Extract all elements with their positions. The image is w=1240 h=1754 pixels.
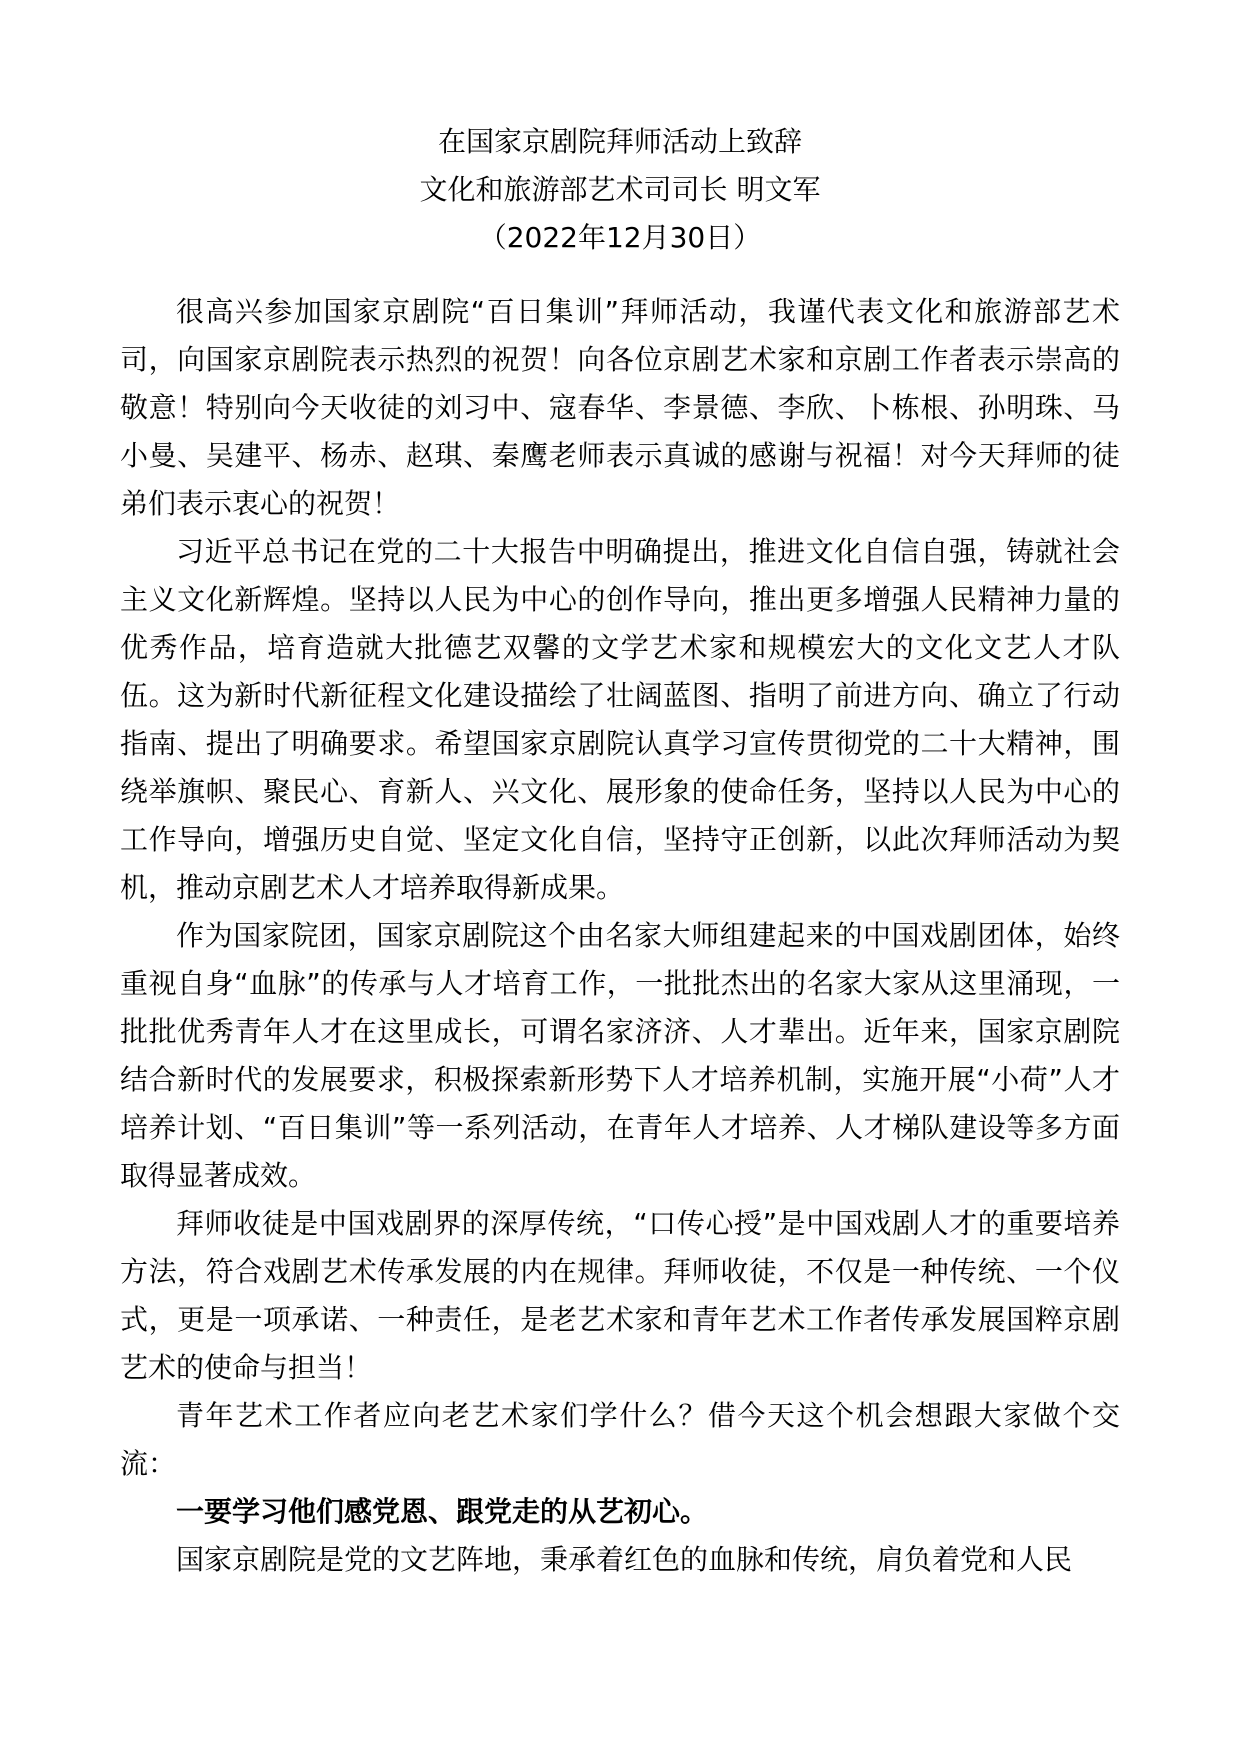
paragraph: 作为国家院团，国家京剧院这个由名家大师组建起来的中国戏剧团体，始终重视自身“血脉”的传承与人才培育工作，一批批杰出的名家大家从这里涌现，一批批优秀青年人才在这里成长，可谓名家济济、人才辈出。近年来，国家京剧院结合新时代的发展要求，积极探索新形势下人才培养机制，实施开展“小荷”人才培养计划、“百日集训”等一系列活动，在青年人才培养、人才梯队建设等多方面取得显著成效。 [120,919,1120,1192]
paragraph: 习近平总书记在党的二十大报告中明确提出，推进文化自信自强，铸就社会主义文化新辉煌。坚持以人民为中心的创作导向，推出更多增强人民精神力量的优秀作品，培育造就大批德艺双馨的文学艺术家和规模宏大的文化文艺人才队伍。这为新时代新征程文化建设描绘了壮阔蓝图、指明了前进方向、确立了行动指南、提出了明确要求。希望国家京剧院认真学习宣传贯彻党的二十大精神，围绕举旗帜、聚民心、育新人、兴文化、展形象的使命任务，坚持以人民为中心的工作导向，增强历史自觉、坚定文化自信，坚持守正创新，以此次拜师活动为契机，推动京剧艺术人才培养取得新成果。 [120,535,1120,904]
document-author: 文化和旅游部艺术司司长 明文军 [419,173,821,206]
paragraph: 国家京剧院是党的文艺阵地，秉承着红色的血脉和传统，肩负着党和人民 [176,1543,1073,1576]
paragraph: 很高兴参加国家京剧院“百日集训”拜师活动，我谨代表文化和旅游部艺术司，向国家京剧院表示热烈的祝贺！向各位京剧艺术家和京剧工作者表示崇高的敬意！特别向今天收徒的刘习中、寇春华、李景德、李欣、卜栋根、孙明珠、马小曼、吴建平、杨赤、赵琪、秦鹰老师表示真诚的感谢与祝福！对今天拜师的徒弟们表示衷心的祝贺！ [120,295,1120,520]
paragraph: 青年艺术工作者应向老艺术家们学什么？借今天这个机会想跟大家做个交流： [120,1399,1120,1480]
document-header [120,118,1120,262]
document-title: 在国家京剧院拜师活动上致辞 [437,125,802,158]
document-page [120,118,1120,1584]
document-body [120,288,1120,1584]
paragraph: 拜师收徒是中国戏剧界的深厚传统，“口传心授”是中国戏剧人才的重要培养方法，符合戏剧艺术传承发展的内在规律。拜师收徒，不仅是一种传统、一个仪式，更是一项承诺、一种责任，是老艺术家和青年艺术工作者传承发展国粹京剧艺术的使命与担当！ [120,1207,1120,1384]
document-date: （2022年12月30日） [478,221,762,254]
section-heading: 一要学习他们感党恩、跟党走的从艺初心。 [176,1495,709,1528]
